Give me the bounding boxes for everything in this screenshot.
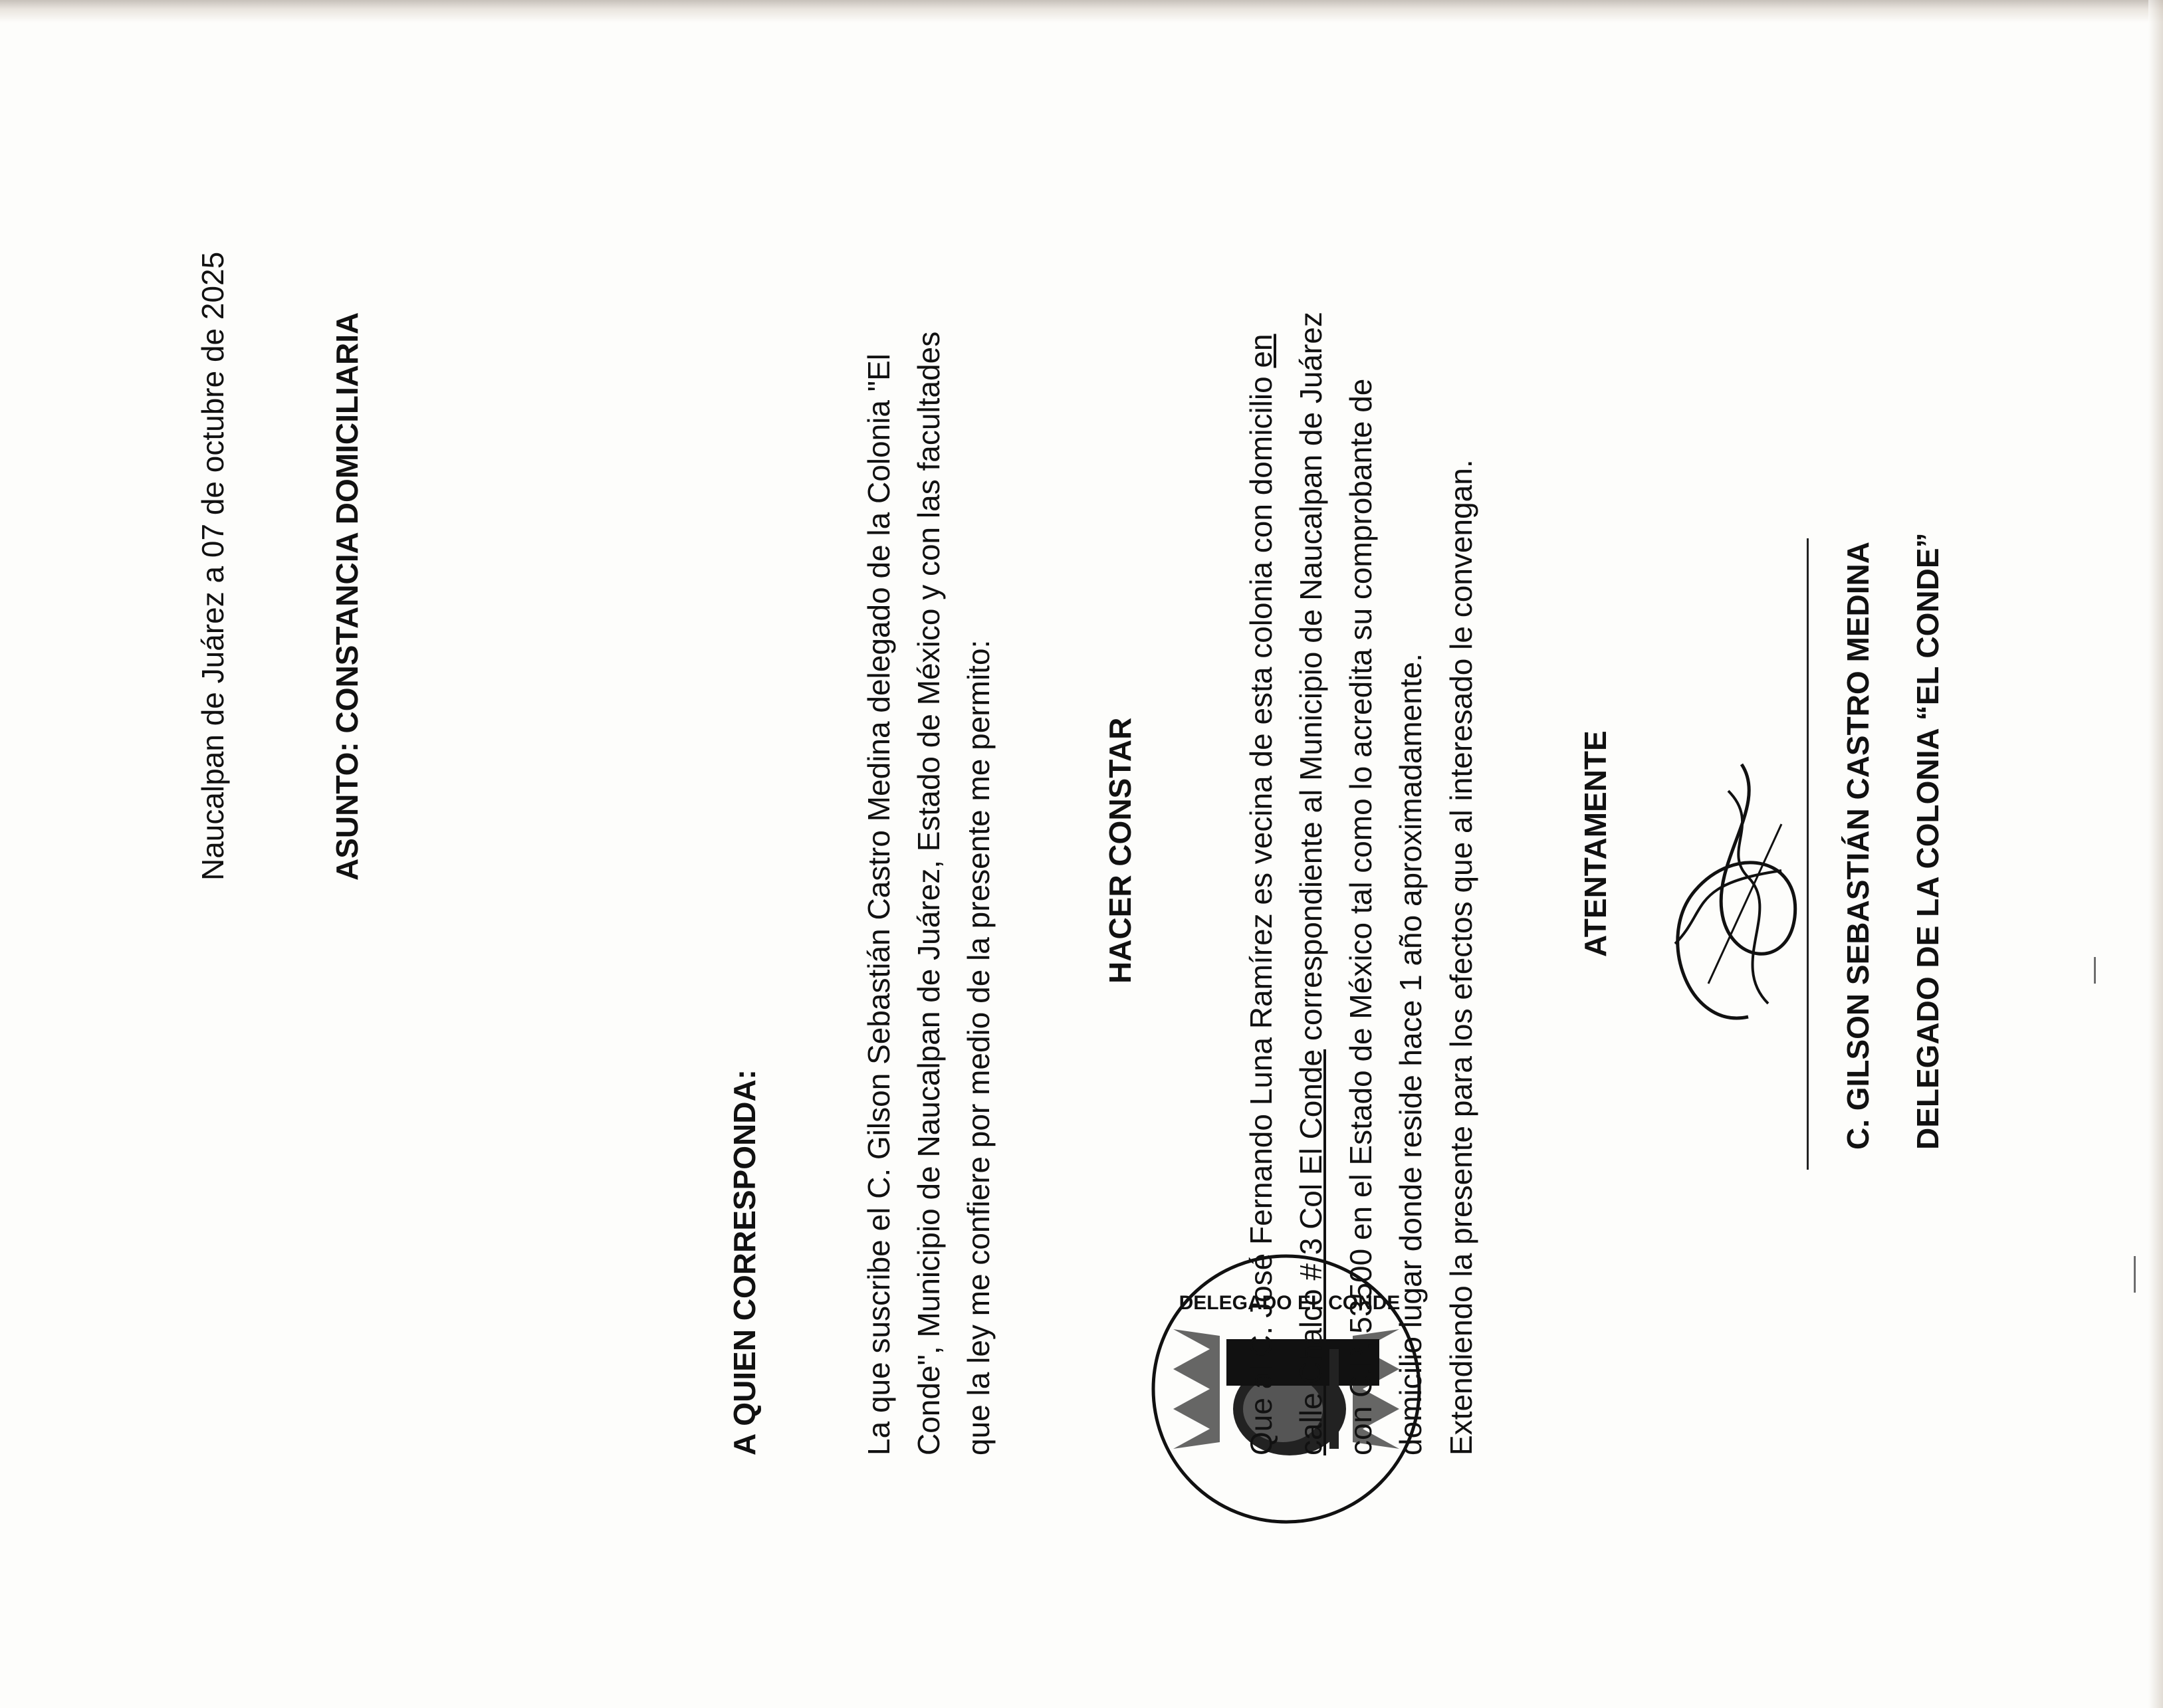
body-text: correspondiente al Municipio de Naucalpan de Juárez [1294, 312, 1328, 1049]
address-link-start: en [1244, 334, 1278, 368]
intro-line: que la ley me confiere por medio de la presente me permito: [961, 639, 996, 1455]
address-underlined: calle Chalco # 3 Col El Conde [1294, 1049, 1328, 1455]
intro-line: La que suscribe el C. Gilson Sebastián Castro Medina delegado de la Colonia "El [861, 354, 896, 1455]
heading-hacer-constar: HACER CONSTAR [1103, 717, 1137, 984]
salutation: A QUIEN CORRESPONDA: [727, 1069, 762, 1455]
body-line: con C.P. 53500 en el Estado de México tal como lo acredita su comprobante de [1343, 378, 1378, 1455]
seal-text: DELEGADO EL CONDE [1179, 1292, 1401, 1314]
handwritten-signature [1649, 751, 1821, 1043]
body-text: Que al C. José Fernando Luna Ramírez es vecina de esta colonia con domicilio [1244, 368, 1278, 1455]
body-line: domicilio lugar donde reside hace 1 año aproximadamente. [1393, 653, 1428, 1455]
farewell: ATENTAMENTE [1578, 730, 1613, 957]
seal-ornament-top [1173, 1329, 1220, 1449]
intro-paragraph [854, 332, 1004, 1455]
intro-line: Conde", Municipio de Naucalpan de Juárez, Estado de México y con las facultades [911, 331, 946, 1455]
subject-line: ASUNTO: CONSTANCIA DOMICILIARIA [330, 312, 364, 881]
signer-name: C. GILSON SEBASTIÁN CASTRO MEDINA [1841, 542, 1875, 1150]
body-paragraph [1236, 312, 1436, 1455]
signature-line [1807, 538, 1809, 1170]
closing-sentence: Extendiendo la presente para los efectos que al interesado le convengan. [1444, 459, 1478, 1455]
signer-title: DELEGADO DE LA COLONIA “EL CONDE” [1910, 532, 1945, 1150]
date-line: Naucalpan de Juárez a 07 de octubre de 2025 [195, 251, 230, 881]
